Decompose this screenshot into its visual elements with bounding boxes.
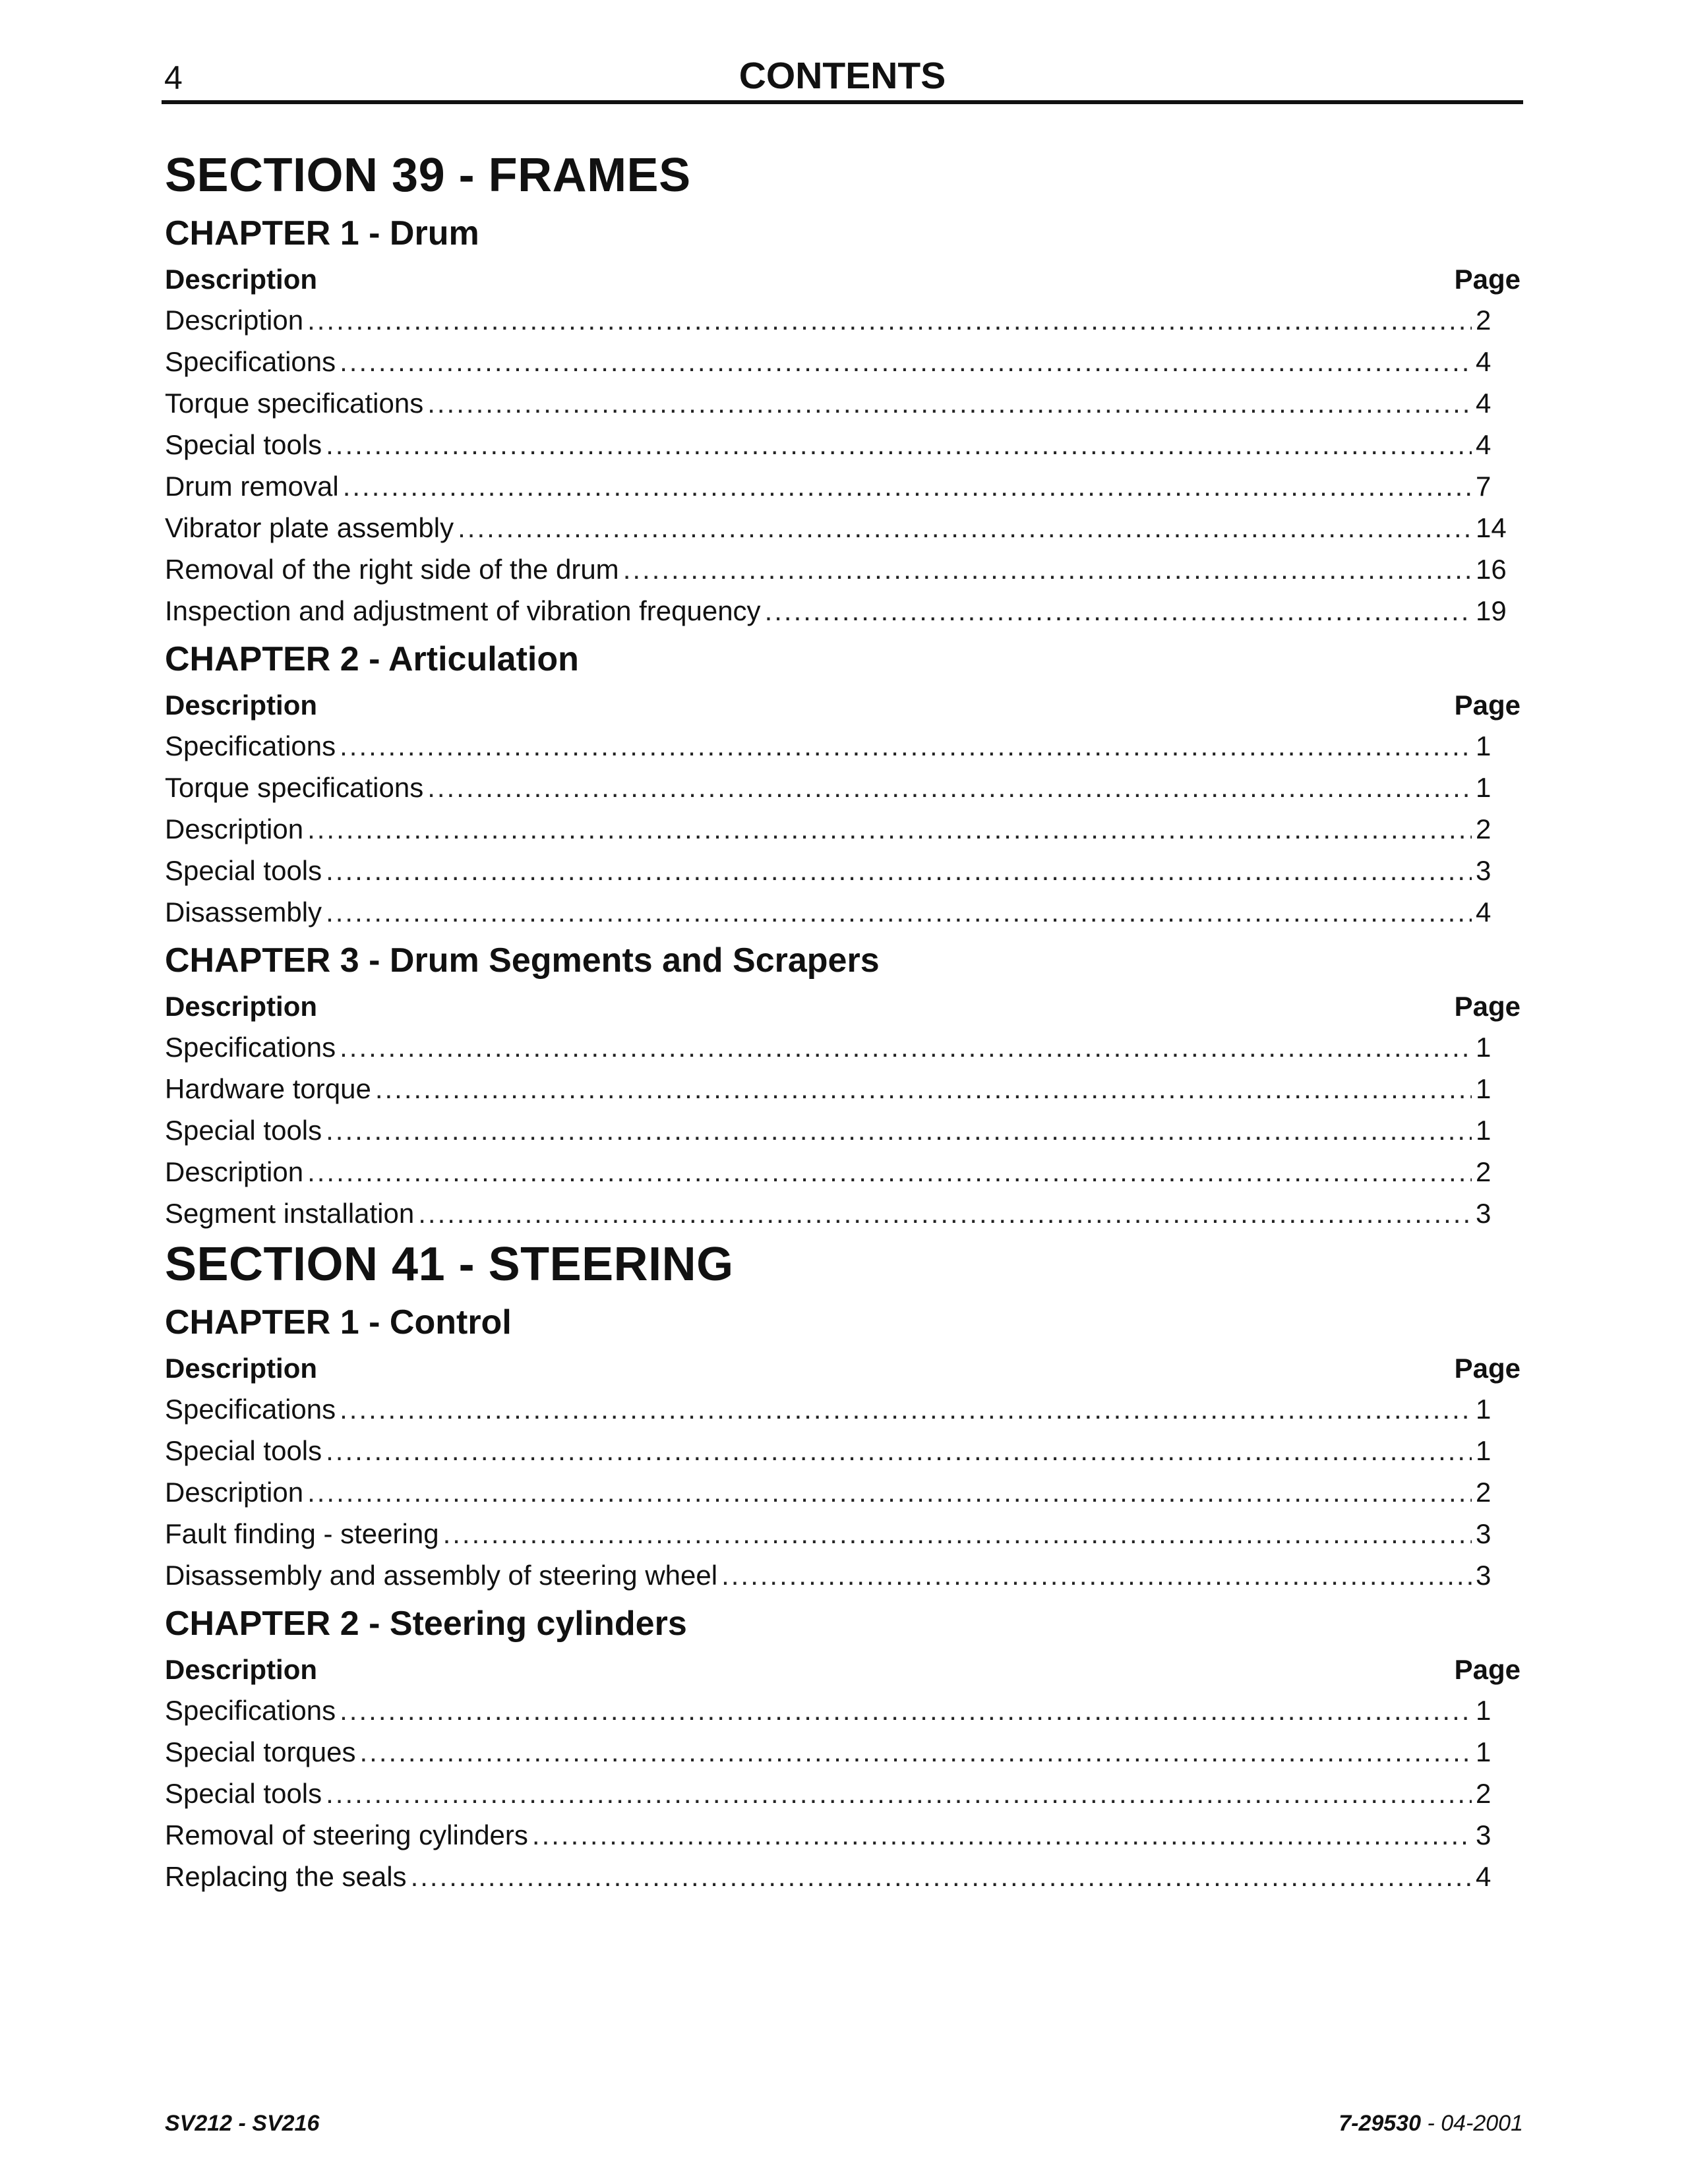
page-title: CONTENTS	[738, 55, 946, 97]
toc-entry[interactable]	[165, 1193, 1522, 1234]
column-header-description: Description	[165, 1353, 318, 1384]
toc-entry-title: Special tools	[165, 1778, 322, 1809]
footer-doc-number: 7-29530	[1339, 2111, 1421, 2136]
toc-entry-title: Inspection and adjustment of vibration frequency	[165, 595, 761, 626]
dot-leader	[721, 1554, 1472, 1596]
toc-entry[interactable]	[165, 1554, 1522, 1596]
toc-entry-page: 19	[1476, 595, 1507, 626]
toc-entry-page: 2	[1476, 1477, 1492, 1508]
toc-entry[interactable]	[165, 1026, 1522, 1068]
toc-entry-page: 3	[1476, 1560, 1492, 1591]
toc-entry-page: 3	[1476, 1819, 1492, 1850]
toc-entry-title: Removal of the right side of the drum	[165, 554, 619, 585]
toc-entry-title: Torque specifications	[165, 388, 424, 419]
chapter-title: CHAPTER 2 - Articulation	[165, 640, 579, 678]
page-footer	[165, 2111, 1523, 2144]
toc-entry-page: 4	[1476, 388, 1492, 419]
toc-entry-page: 1	[1476, 1115, 1492, 1146]
dot-leader	[326, 1430, 1472, 1471]
dot-leader	[375, 1068, 1472, 1109]
toc-entry-title: Specifications	[165, 1394, 336, 1425]
toc-entry[interactable]	[165, 1471, 1522, 1513]
dot-leader	[326, 1773, 1472, 1814]
toc-entry[interactable]	[165, 1773, 1522, 1814]
footer-model: SV212 - SV216	[165, 2111, 320, 2136]
toc-entry-page: 1	[1476, 1394, 1492, 1425]
footer-separator: -	[1421, 2111, 1441, 2136]
toc-entry-title: Special tools	[165, 1435, 322, 1466]
toc-entry[interactable]	[165, 1690, 1522, 1731]
dot-leader	[343, 465, 1472, 507]
column-header	[165, 686, 1522, 725]
toc-entry-page: 1	[1476, 1073, 1492, 1104]
footer-date: 04-2001	[1441, 2111, 1523, 2136]
column-header-description: Description	[165, 690, 318, 721]
toc-entry-title: Special torques	[165, 1736, 356, 1767]
toc-entry-page: 4	[1476, 1861, 1492, 1892]
toc-entry[interactable]	[165, 1068, 1522, 1109]
dot-leader	[307, 1151, 1472, 1193]
toc-entry[interactable]	[165, 465, 1522, 507]
toc-entry-title: Specifications	[165, 1032, 336, 1063]
toc-entry-page: 1	[1476, 1736, 1492, 1767]
dot-leader	[532, 1814, 1472, 1856]
dot-leader	[360, 1731, 1472, 1773]
dot-leader	[427, 767, 1472, 808]
dot-leader	[340, 1388, 1472, 1430]
toc-entry-title: Vibrator plate assembly	[165, 512, 454, 543]
toc-entry-page: 16	[1476, 554, 1507, 585]
toc-entry[interactable]	[165, 767, 1522, 808]
column-header-description: Description	[165, 1654, 318, 1685]
toc-entry[interactable]	[165, 725, 1522, 767]
toc-entry-page: 1	[1476, 730, 1492, 761]
toc-entry-title: Drum removal	[165, 471, 339, 502]
toc-entry-title: Description	[165, 1477, 304, 1508]
toc-entry-title: Special tools	[165, 855, 322, 886]
toc-entry-title: Description	[165, 813, 304, 844]
toc-entry-page: 4	[1476, 346, 1492, 377]
dot-leader	[340, 725, 1472, 767]
toc-entry[interactable]	[165, 808, 1522, 850]
page-header	[162, 53, 1523, 104]
chapter-title: CHAPTER 1 - Drum	[165, 214, 479, 252]
toc-entry-page: 2	[1476, 813, 1492, 844]
dot-leader	[326, 850, 1472, 891]
dot-leader	[418, 1193, 1472, 1234]
toc-entry-page: 2	[1476, 305, 1492, 336]
chapter-title: CHAPTER 2 - Steering cylinders	[165, 1605, 687, 1643]
footer-doc-info	[1339, 2111, 1523, 2137]
dot-leader	[307, 1471, 1472, 1513]
toc-entry[interactable]	[165, 1513, 1522, 1554]
toc-entry-title: Specifications	[165, 346, 336, 377]
column-header	[165, 987, 1522, 1026]
dot-leader	[326, 891, 1472, 933]
toc-entry-page: 3	[1476, 1518, 1492, 1549]
toc-entry[interactable]	[165, 1430, 1522, 1471]
toc-entry-page: 3	[1476, 855, 1492, 886]
toc-entry-page: 1	[1476, 1435, 1492, 1466]
toc-entry-page: 7	[1476, 471, 1492, 502]
dot-leader	[458, 507, 1472, 548]
column-header	[165, 1349, 1522, 1388]
toc-entry-title: Description	[165, 1156, 304, 1187]
toc-entry-title: Specifications	[165, 1695, 336, 1726]
dot-leader	[326, 1109, 1472, 1151]
section-title: SECTION 41 - STEERING	[165, 1238, 734, 1291]
toc-entry[interactable]	[165, 1388, 1522, 1430]
toc-entry-title: Disassembly and assembly of steering wheel	[165, 1560, 718, 1591]
dot-leader	[340, 1690, 1472, 1731]
toc-entry-title: Removal of steering cylinders	[165, 1819, 528, 1850]
toc-entry[interactable]	[165, 1856, 1522, 1897]
dot-leader	[411, 1856, 1472, 1897]
dot-leader	[623, 548, 1472, 590]
dot-leader	[326, 424, 1472, 465]
toc-entry-title: Special tools	[165, 1115, 322, 1146]
column-header	[165, 260, 1522, 299]
toc-entry-title: Segment installation	[165, 1198, 415, 1229]
dot-leader	[765, 590, 1472, 632]
dot-leader	[340, 341, 1472, 382]
toc-entry-page: 4	[1476, 897, 1492, 928]
section-title: SECTION 39 - FRAMES	[165, 149, 691, 202]
chapter-title: CHAPTER 1 - Control	[165, 1303, 512, 1342]
column-header-page: Page	[1454, 991, 1521, 1022]
toc-entry[interactable]	[165, 1814, 1522, 1856]
toc-entry[interactable]	[165, 850, 1522, 891]
toc-entry-title: Torque specifications	[165, 772, 424, 803]
toc-entry-page: 1	[1476, 1695, 1492, 1726]
table-of-contents	[165, 145, 1522, 1897]
toc-entry[interactable]	[165, 1151, 1522, 1193]
column-header-page: Page	[1454, 690, 1521, 721]
column-header	[165, 1650, 1522, 1690]
toc-entry-title: Specifications	[165, 730, 336, 761]
toc-entry-title: Fault finding - steering	[165, 1518, 439, 1549]
toc-entry[interactable]	[165, 299, 1522, 341]
dot-leader	[340, 1026, 1472, 1068]
dot-leader	[443, 1513, 1472, 1554]
toc-entry-title: Replacing the seals	[165, 1861, 407, 1892]
column-header-page: Page	[1454, 1353, 1521, 1384]
page-number: 4	[164, 59, 183, 96]
toc-entry-title: Disassembly	[165, 897, 322, 928]
column-header-description: Description	[165, 991, 318, 1022]
toc-entry-title: Description	[165, 305, 304, 336]
column-header-description: Description	[165, 264, 318, 295]
chapter-title: CHAPTER 3 - Drum Segments and Scrapers	[165, 941, 880, 980]
dot-leader	[307, 808, 1472, 850]
toc-entry[interactable]	[165, 891, 1522, 933]
toc-entry-page: 3	[1476, 1198, 1492, 1229]
toc-entry-page: 4	[1476, 429, 1492, 460]
toc-entry[interactable]	[165, 590, 1522, 632]
toc-entry-title: Special tools	[165, 429, 322, 460]
toc-entry[interactable]	[165, 424, 1522, 465]
toc-entry-page: 2	[1476, 1778, 1492, 1809]
toc-entry-page: 1	[1476, 772, 1492, 803]
dot-leader	[427, 382, 1472, 424]
column-header-page: Page	[1454, 264, 1521, 295]
column-header-page: Page	[1454, 1654, 1521, 1685]
toc-entry[interactable]	[165, 382, 1522, 424]
toc-entry-page: 2	[1476, 1156, 1492, 1187]
toc-entry-page: 14	[1476, 512, 1507, 543]
toc-entry[interactable]	[165, 507, 1522, 548]
toc-entry[interactable]	[165, 1731, 1522, 1773]
dot-leader	[307, 299, 1472, 341]
toc-entry[interactable]	[165, 341, 1522, 382]
toc-entry[interactable]	[165, 1109, 1522, 1151]
toc-entry-page: 1	[1476, 1032, 1492, 1063]
toc-entry-title: Hardware torque	[165, 1073, 371, 1104]
toc-entry[interactable]	[165, 548, 1522, 590]
